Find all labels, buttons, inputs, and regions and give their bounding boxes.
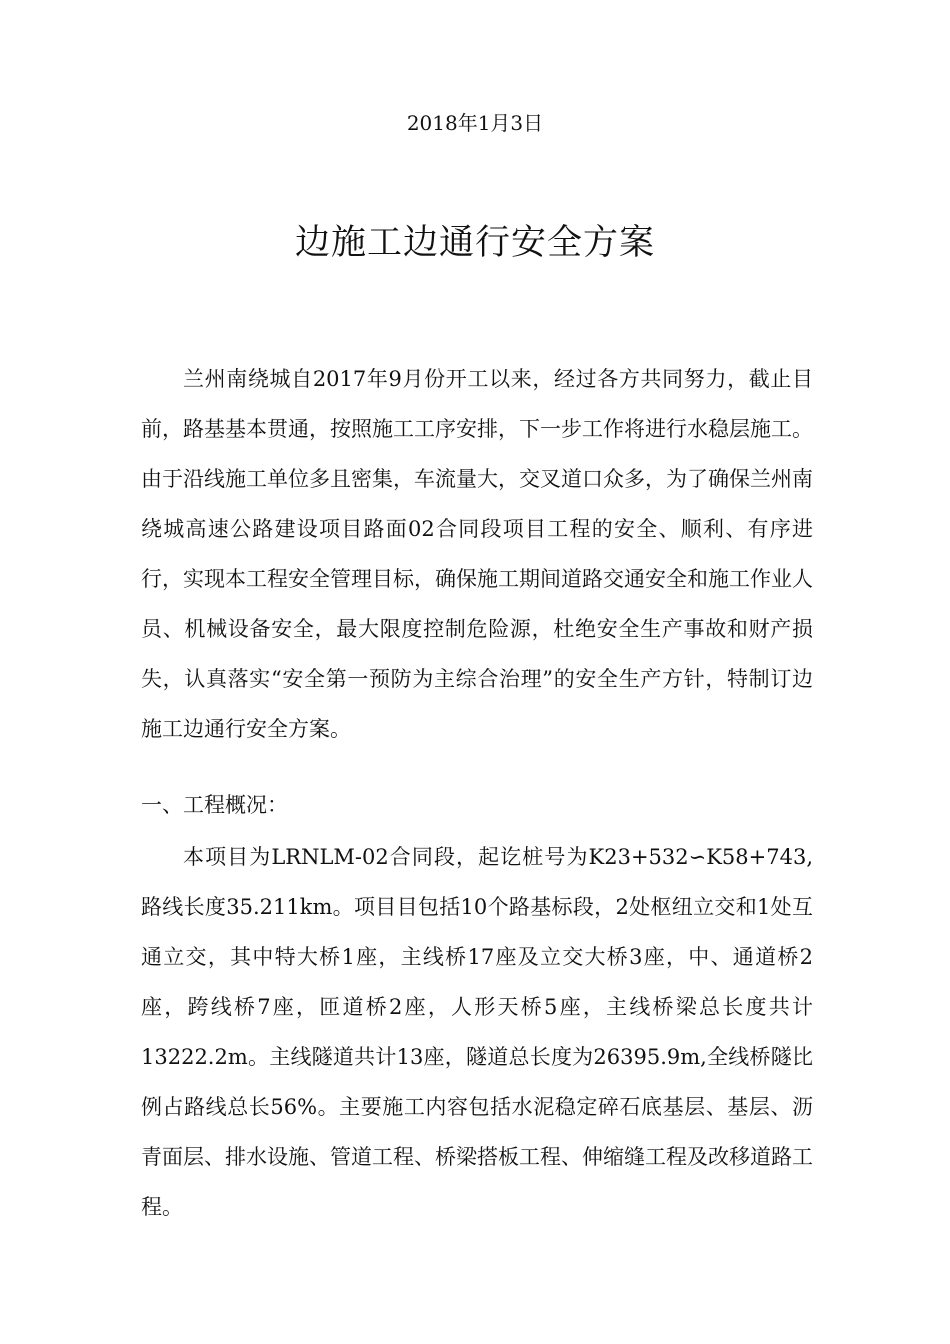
- section-heading-project-overview: 一、工程概况：: [141, 793, 288, 817]
- project-overview-paragraph: 本项目为LRNLM-02合同段，起讫桩号为K23+532∽K58+743,路线长度35.211km。项目目包括10个路基标段，2处枢纽立交和1处互通立交，其中特大桥1座，主线桥17座及立交大桥3座，中、通道桥2座，跨线桥7座，匝道桥2座，人形天桥5座，主线桥梁总长度共计13222.2m。主线隧道共计13座，隧道总长度为26395.9m,全线桥隧比例占路线总长56%。主要施工内容包括水泥稳定碎石底基层、基层、沥青面层、排水设施、管道工程、桥梁搭板工程、伸缩缝工程及改移道路工程。: [141, 845, 813, 1219]
- document-date: 2018年1月3日: [406, 111, 544, 135]
- document-title: 边施工边通行安全方案: [294, 223, 655, 263]
- intro-paragraph: 兰州南绕城自2017年9月份开工以来，经过各方共同努力，截止目前，路基基本贯通，按照施工工序安排，下一步工作将进行水稳层施工。由于沿线施工单位多且密集，车流量大，交叉道口众多，为了确保兰州南绕城高速公路建设项目路面02合同段项目工程的安全、顺利、有序进行，实现本工程安全管理目标，确保施工期间道路交通安全和施工作业人员、机械设备安全，最大限度控制危险源，杜绝安全生产事故和财产损失，认真落实“安全第一预防为主综合治理”的安全生产方针，特制订边施工边通行安全方案。: [141, 367, 813, 741]
